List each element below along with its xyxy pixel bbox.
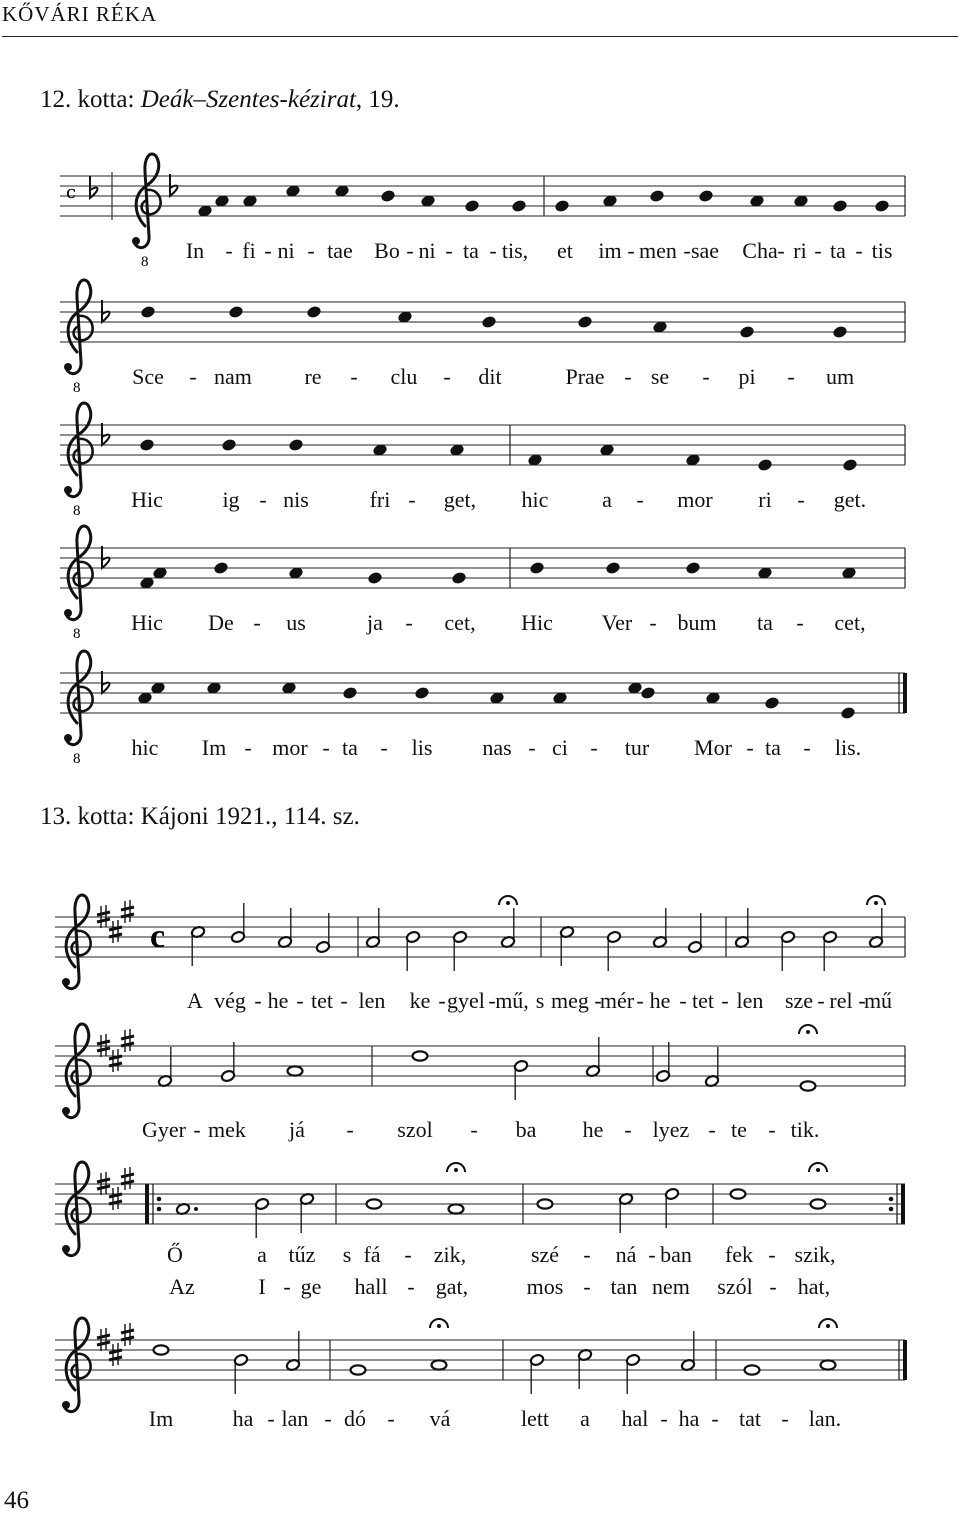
lyric-syllable: - xyxy=(594,988,602,1013)
lyric-syllable: clu xyxy=(390,364,418,389)
fermata-icon xyxy=(867,896,885,905)
lyric-syllable: A xyxy=(187,988,203,1013)
lyric-syllable: lan. xyxy=(808,1406,842,1431)
lyric-syllable: nas xyxy=(482,735,512,760)
lyric-syllable: tik. xyxy=(790,1117,820,1142)
lyric-syllable: Ő xyxy=(167,1242,183,1267)
lyric-syllable: - xyxy=(406,238,414,263)
whole-note xyxy=(538,1199,553,1208)
treble-clef-icon xyxy=(62,1024,91,1118)
lyric-syllable: ni xyxy=(418,238,436,263)
octave-mark: 8 xyxy=(73,380,81,396)
lyric-syllable-verse-2: hat, xyxy=(797,1274,831,1299)
lyric-syllable: a xyxy=(580,1406,590,1431)
note-head xyxy=(739,325,754,338)
lyric-syllable-verse-2: - xyxy=(407,1274,415,1299)
sharp-icon xyxy=(109,1049,122,1072)
repeat-end-barline xyxy=(901,1184,905,1224)
lyric-syllable: - xyxy=(296,988,304,1013)
lyric-syllable: Hic xyxy=(131,487,163,512)
lyric-syllable-verse-2: szól xyxy=(717,1274,753,1299)
example-12-caption-prefix: 12. kotta: xyxy=(40,86,141,113)
whole-note xyxy=(351,1365,366,1374)
note-head xyxy=(764,696,779,709)
lyric-syllable: mor xyxy=(272,735,308,760)
lyric-syllable: mű, xyxy=(495,988,529,1013)
note-head xyxy=(140,305,155,318)
whole-note xyxy=(432,1360,447,1369)
lyric-syllable: Ver xyxy=(601,610,633,635)
lyric-syllable: - xyxy=(768,1117,776,1142)
lyric-syllable: - xyxy=(711,1406,719,1431)
lyric-syllable: - xyxy=(683,238,691,263)
repeat-dot xyxy=(157,1207,162,1212)
lyric-syllable: lett xyxy=(520,1406,550,1431)
lyric-syllable: len xyxy=(358,988,386,1013)
note-head xyxy=(529,561,544,574)
lyric-syllable: gyel xyxy=(447,988,485,1013)
lyric-syllable: - xyxy=(259,487,267,512)
lyric-syllable: - xyxy=(814,238,822,263)
lyric-syllable: já xyxy=(289,1117,305,1142)
lyric-syllable: - xyxy=(193,1117,201,1142)
whole-note xyxy=(367,1199,382,1208)
note-head xyxy=(840,706,855,719)
lyric-syllable: lyez xyxy=(652,1117,690,1142)
whole-note xyxy=(801,1081,816,1090)
lyric-syllable: nis xyxy=(283,487,309,512)
sharp-icon xyxy=(109,920,122,943)
example-13-caption: 13. kotta: Kájoni 1921., 114. sz. xyxy=(40,803,360,830)
example-13-system-3 xyxy=(0,1124,960,1299)
lyric-syllable: - xyxy=(264,238,272,263)
note-head xyxy=(640,686,655,699)
lyric-syllable: - xyxy=(408,487,416,512)
lyric-syllable: fi xyxy=(242,238,256,263)
whole-note xyxy=(821,1360,836,1369)
treble-clef-icon xyxy=(64,403,93,497)
lyric-syllable: ri xyxy=(793,238,807,263)
lyric-syllable: - xyxy=(307,238,315,263)
lyric-syllable: pi xyxy=(738,364,756,389)
lyric-syllable: - xyxy=(405,610,413,635)
whole-note xyxy=(731,1189,746,1198)
lyric-syllable: tis, xyxy=(501,238,529,263)
lyric-syllable: tis xyxy=(871,238,893,263)
octave-mark: 8 xyxy=(73,503,81,519)
note-head xyxy=(511,199,526,212)
note-head xyxy=(832,325,847,338)
lyric-syllable: vá xyxy=(429,1406,451,1431)
lyric-syllable-verse-2: gat, xyxy=(435,1274,469,1299)
treble-clef-icon xyxy=(132,154,161,248)
example-12-system-5 xyxy=(0,613,960,788)
lyric-syllable: - xyxy=(624,364,632,389)
lyric-syllable: - xyxy=(855,238,863,263)
lyric-syllable: - xyxy=(387,1406,395,1431)
lyric-syllable: ban xyxy=(660,1242,692,1267)
lyric-syllable: hic xyxy=(521,487,549,512)
lyric-syllable: mű xyxy=(863,988,893,1013)
note-head xyxy=(842,458,857,471)
lyric-syllable: ba xyxy=(515,1117,537,1142)
final-barline xyxy=(903,673,907,713)
note-head xyxy=(481,315,496,328)
lyric-syllable: - xyxy=(346,1117,354,1142)
lyric-syllable: - xyxy=(267,1406,275,1431)
note-head xyxy=(367,571,382,584)
lyric-syllable: mor xyxy=(677,487,713,512)
lyric-syllable: tae xyxy=(327,238,353,263)
sharp-icon xyxy=(109,1187,122,1210)
lyric-syllable: s xyxy=(342,1242,352,1267)
page-number: 46 xyxy=(4,1487,29,1514)
lyric-syllable: - xyxy=(817,988,825,1013)
treble-clef-icon xyxy=(64,651,93,745)
lyric-syllable: tat xyxy=(739,1406,761,1431)
flat-icon xyxy=(102,423,110,445)
lyric-syllable: s xyxy=(535,988,545,1013)
lyric-syllable: te xyxy=(731,1117,747,1142)
repeat-dot xyxy=(157,1197,162,1202)
lyric-syllable: tet xyxy=(311,988,333,1013)
lyric-syllable: men xyxy=(639,238,677,263)
lyric-syllable: Bo xyxy=(374,238,400,263)
lyric-syllable: szik, xyxy=(794,1242,836,1267)
lyric-syllable: - xyxy=(445,238,453,263)
lyric-syllable: - xyxy=(803,735,811,760)
lyric-syllable: hal xyxy=(621,1406,649,1431)
note-head xyxy=(605,561,620,574)
lyric-syllable-verse-2: I xyxy=(258,1274,266,1299)
lyric-syllable: De xyxy=(208,610,234,635)
lyric-syllable-verse-2: - xyxy=(769,1274,777,1299)
lyric-syllable: - xyxy=(796,610,804,635)
sharp-icon xyxy=(109,1343,122,1366)
sharp-icon xyxy=(121,1323,134,1346)
lyric-syllable: - xyxy=(721,988,729,1013)
lyric-syllable: - xyxy=(470,1117,478,1142)
lyric-syllable: Gyer xyxy=(142,1117,186,1142)
lyric-syllable: a xyxy=(602,487,612,512)
lyric-syllable: - xyxy=(660,1406,668,1431)
note-head xyxy=(288,438,303,451)
whole-note xyxy=(745,1365,760,1374)
final-barline xyxy=(903,1340,907,1380)
note-head xyxy=(685,561,700,574)
lyric-syllable: hic xyxy=(131,735,159,760)
lyric-syllable: Im xyxy=(201,735,227,760)
whole-note xyxy=(288,1066,303,1075)
octave-mark: 8 xyxy=(73,751,81,767)
lyric-syllable: cet, xyxy=(834,610,866,635)
lyric-syllable: Im xyxy=(148,1406,174,1431)
lyric-syllable: nam xyxy=(214,364,252,389)
lyric-syllable-verse-2: tan xyxy=(610,1274,638,1299)
lyric-syllable: us xyxy=(286,610,306,635)
lyric-syllable: ri xyxy=(758,487,772,512)
lyric-syllable-verse-2: mos xyxy=(526,1274,564,1299)
lyric-syllable: - xyxy=(350,364,358,389)
example-12-caption-suffix: , 19. xyxy=(355,86,400,113)
repeat-dot xyxy=(889,1197,894,1202)
treble-clef-icon xyxy=(62,1318,91,1412)
treble-clef-icon xyxy=(62,895,91,989)
repeat-start-barline xyxy=(145,1184,149,1224)
lyric-syllable: - xyxy=(858,988,866,1013)
lyric-syllable: meg xyxy=(551,988,589,1013)
lyric-syllable: - xyxy=(225,238,233,263)
note-head xyxy=(757,458,772,471)
note-head xyxy=(577,315,592,328)
example-12-caption-title: Deák–Szentes-kézirat xyxy=(140,86,356,113)
whole-note xyxy=(449,1204,464,1213)
note-head xyxy=(342,686,357,699)
whole-note xyxy=(413,1051,428,1060)
lyric-syllable: Cha xyxy=(742,238,778,263)
lyric-syllable: Mor xyxy=(694,735,732,760)
lyric-syllable: - xyxy=(254,988,262,1013)
lyric-syllable: ha xyxy=(678,1406,700,1431)
lyric-syllable: get. xyxy=(833,487,867,512)
lyric-syllable: szé xyxy=(530,1242,560,1267)
lyric-syllable: len xyxy=(736,988,764,1013)
flat-icon xyxy=(102,546,110,568)
fermata-icon xyxy=(499,896,517,905)
flat-icon xyxy=(170,174,178,196)
lyric-syllable: - xyxy=(324,1406,332,1431)
lyric-syllable: ta xyxy=(342,735,358,760)
note-head xyxy=(832,199,847,212)
note-head xyxy=(228,305,243,318)
sharp-icon xyxy=(121,1029,134,1052)
note-head xyxy=(414,686,429,699)
flat-icon xyxy=(102,300,110,322)
whole-note xyxy=(811,1199,826,1208)
lyric-syllable: re xyxy=(304,364,322,389)
note-head xyxy=(464,199,479,212)
note-head xyxy=(874,199,889,212)
header-rule xyxy=(2,36,958,37)
sharp-icon xyxy=(121,1167,134,1190)
lyric-syllable: - xyxy=(768,1242,776,1267)
example-13-system-4 xyxy=(0,1280,960,1455)
note-head xyxy=(554,199,569,212)
note-head xyxy=(451,571,466,584)
lyric-syllable: lis. xyxy=(834,735,862,760)
lyric-syllable: - xyxy=(253,610,261,635)
lyric-syllable: Prae xyxy=(565,364,605,389)
lyric-syllable: - xyxy=(679,988,687,1013)
lyric-syllable: tet xyxy=(692,988,714,1013)
lyric-syllable: sae xyxy=(690,238,720,263)
lyric-syllable: - xyxy=(322,735,330,760)
lyric-syllable: mér xyxy=(599,988,635,1013)
lyric-syllable: dó xyxy=(344,1406,366,1431)
flat-icon xyxy=(102,671,110,693)
lyric-syllable: he xyxy=(582,1117,604,1142)
fermata-icon xyxy=(799,1025,817,1034)
lyric-syllable: - xyxy=(340,988,348,1013)
lyric-syllable: - xyxy=(438,988,446,1013)
lyric-syllable: ta xyxy=(765,735,781,760)
c-clef-icon: c xyxy=(66,182,77,203)
lyric-syllable: fri xyxy=(369,487,391,512)
lyric-syllable: lan xyxy=(281,1406,309,1431)
lyric-syllable: In xyxy=(185,238,205,263)
lyric-syllable: ta xyxy=(757,610,773,635)
flat-icon xyxy=(90,176,98,198)
lyric-syllable: - xyxy=(781,1406,789,1431)
lyric-syllable: - xyxy=(528,735,536,760)
treble-clef-icon xyxy=(62,1162,91,1256)
lyric-syllable: - xyxy=(489,238,497,263)
lyric-syllable: ta xyxy=(463,238,479,263)
lyric-syllable: - xyxy=(380,735,388,760)
lyric-syllable: he xyxy=(649,988,671,1013)
lyric-syllable-verse-2: hall xyxy=(354,1274,388,1299)
lyric-syllable: zik, xyxy=(433,1242,467,1267)
lyric-syllable: - xyxy=(583,1242,591,1267)
whole-note xyxy=(154,1345,169,1354)
lyric-syllable-verse-2: ge xyxy=(300,1274,322,1299)
lyric-syllable: - xyxy=(708,1117,716,1142)
lyric-syllable: - xyxy=(777,238,785,263)
lyric-syllable: ha xyxy=(232,1406,254,1431)
lyric-syllable: ig xyxy=(222,487,240,512)
lyric-syllable: tűz xyxy=(288,1242,316,1267)
common-time-icon: c xyxy=(150,918,166,955)
lyric-syllable: tur xyxy=(624,735,650,760)
sharp-icon xyxy=(121,900,134,923)
lyric-syllable: - xyxy=(624,1117,632,1142)
lyric-syllable: - xyxy=(244,735,252,760)
lyric-syllable-verse-2: nem xyxy=(652,1274,690,1299)
note-head xyxy=(649,189,664,202)
fermata-icon xyxy=(819,1319,837,1328)
octave-mark: 8 xyxy=(73,626,81,642)
lyric-syllable: um xyxy=(825,364,855,389)
octave-mark: 8 xyxy=(141,254,149,270)
lyric-syllable: he xyxy=(267,988,289,1013)
lyric-syllable: Hic xyxy=(521,610,553,635)
lyric-syllable-verse-2: - xyxy=(583,1274,591,1299)
note-head xyxy=(213,561,228,574)
lyric-syllable: sze xyxy=(784,988,814,1013)
lyric-syllable: et xyxy=(557,238,573,263)
lyric-syllable: ci xyxy=(552,735,568,760)
lyric-syllable: - xyxy=(488,988,496,1013)
note-head xyxy=(306,305,321,318)
lyric-syllable: - xyxy=(404,1242,412,1267)
treble-clef-icon xyxy=(64,280,93,374)
lyric-syllable: - xyxy=(787,364,795,389)
lyric-syllable: fá xyxy=(363,1242,381,1267)
running-header-author: KŐVÁRI RÉKA xyxy=(2,2,158,26)
lyric-syllable: vég xyxy=(214,988,246,1013)
lyric-syllable-verse-2: Az xyxy=(169,1274,195,1299)
lyric-syllable: dit xyxy=(478,364,502,389)
lyric-syllable: a xyxy=(257,1242,267,1267)
fermata-icon xyxy=(809,1163,827,1172)
note-head xyxy=(221,438,236,451)
fermata-icon xyxy=(430,1319,448,1328)
treble-clef-icon xyxy=(64,526,93,620)
note-head xyxy=(380,189,395,202)
lyric-syllable: mek xyxy=(208,1117,246,1142)
lyric-syllable: im xyxy=(598,238,622,263)
lyric-syllable: - xyxy=(443,364,451,389)
lyric-syllable: fek xyxy=(724,1242,754,1267)
lyric-syllable: Hic xyxy=(131,610,163,635)
lyric-syllable: - xyxy=(636,988,644,1013)
example-12-caption xyxy=(40,86,400,114)
lyric-syllable: - xyxy=(746,735,754,760)
lyric-syllable: se xyxy=(650,364,670,389)
lyric-syllable: - xyxy=(189,364,197,389)
lyric-syllable: - xyxy=(702,364,710,389)
lyric-syllable: - xyxy=(797,487,805,512)
note-head xyxy=(139,438,154,451)
lyric-syllable: - xyxy=(636,487,644,512)
lyric-syllable: rel xyxy=(829,988,853,1013)
lyric-syllable: - xyxy=(648,1242,656,1267)
lyric-syllable: lis xyxy=(411,735,433,760)
lyric-syllable: - xyxy=(590,735,598,760)
repeat-dot xyxy=(889,1207,894,1212)
lyric-syllable: ná xyxy=(615,1242,637,1267)
lyric-syllable: ke xyxy=(409,988,431,1013)
lyric-syllable: ni xyxy=(277,238,295,263)
lyric-syllable: get, xyxy=(443,487,477,512)
lyric-syllable-verse-2: - xyxy=(283,1274,291,1299)
lyric-syllable: szol xyxy=(397,1117,433,1142)
note-head xyxy=(698,189,713,202)
lyric-syllable: bum xyxy=(677,610,717,635)
lyric-syllable: - xyxy=(649,610,657,635)
lyric-syllable: Sce xyxy=(132,364,164,389)
fermata-icon xyxy=(447,1163,465,1172)
lyric-syllable: ta xyxy=(830,238,846,263)
lyric-syllable: - xyxy=(627,238,635,263)
lyric-syllable: cet, xyxy=(444,610,476,635)
lyric-syllable: ja xyxy=(367,610,383,635)
augmentation-dot xyxy=(194,1207,198,1211)
